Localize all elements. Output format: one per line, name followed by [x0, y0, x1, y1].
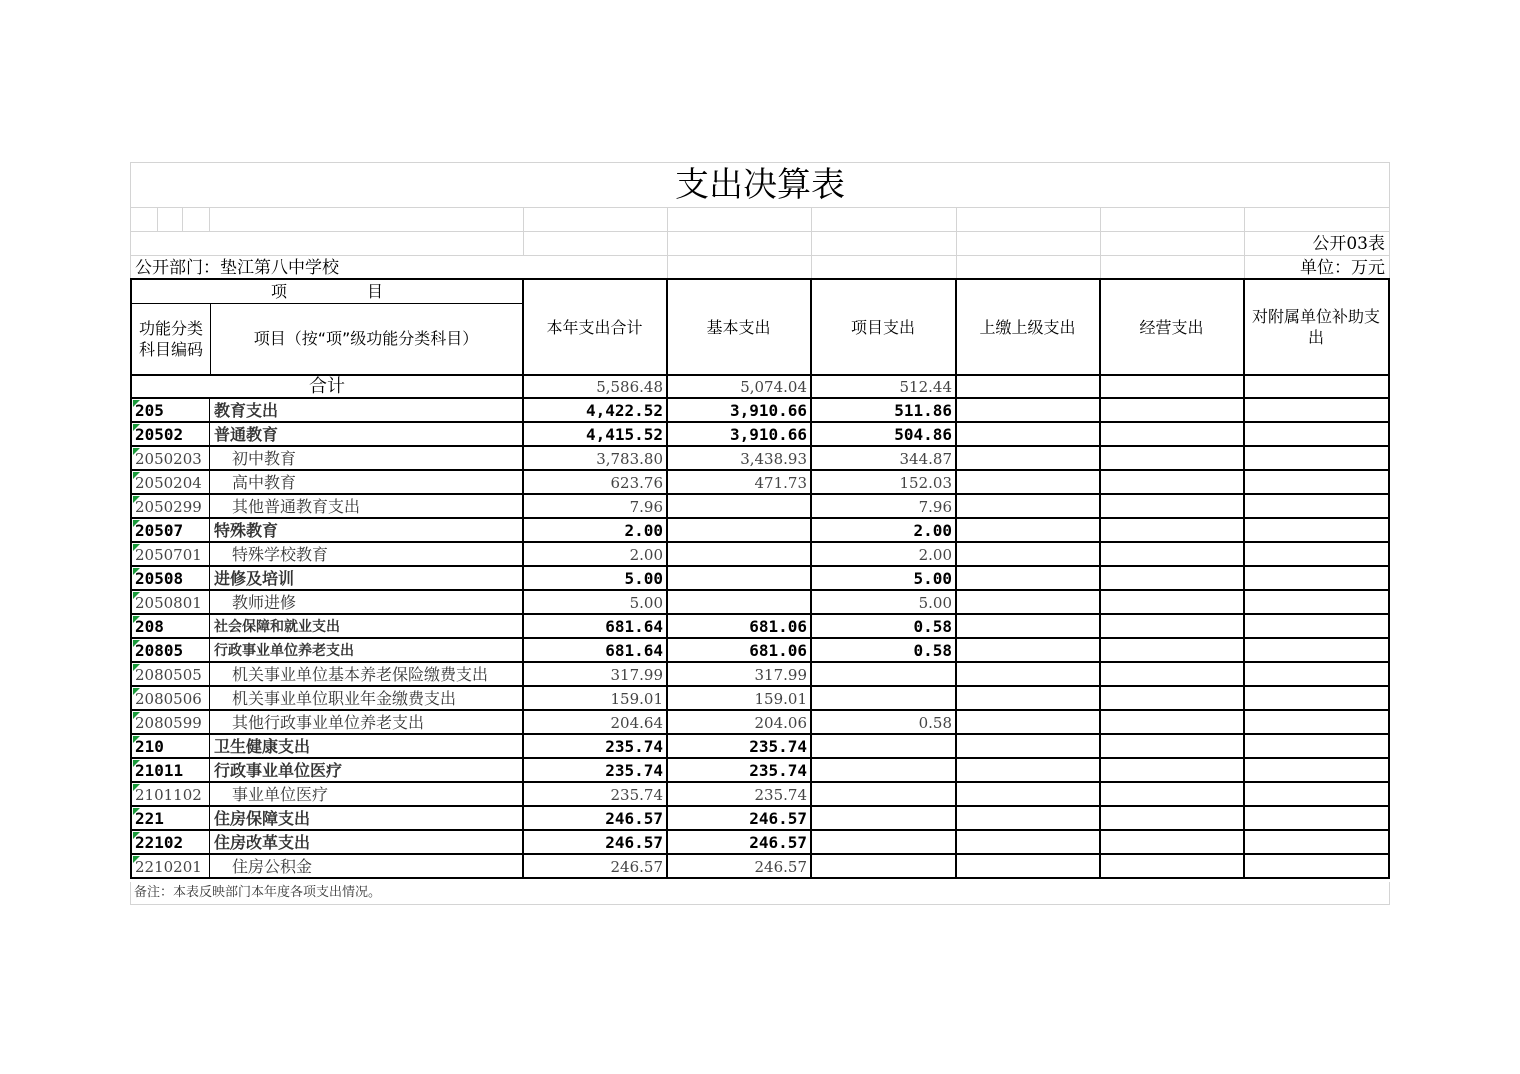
green-marker-icon [133, 424, 140, 431]
amount-cell [1101, 447, 1245, 471]
unit-label: 单位：万元 [1245, 256, 1390, 280]
green-marker-icon [133, 640, 140, 647]
blank-row [130, 208, 1390, 232]
amount-cell: 511.86 [812, 399, 957, 423]
table-row [130, 783, 1390, 807]
amount-cell: 317.99 [668, 663, 812, 687]
amount-cell: 7.96 [812, 495, 957, 519]
green-marker-icon [133, 688, 140, 695]
total-value [1101, 375, 1245, 399]
amount-cell: 681.64 [524, 615, 668, 639]
amount-cell: 246.57 [524, 855, 668, 879]
amount-cell [1101, 543, 1245, 567]
classification-code: 221 [130, 807, 210, 831]
amount-cell [1101, 639, 1245, 663]
amount-cell: 681.06 [668, 639, 812, 663]
amount-cell [812, 807, 957, 831]
table-row [130, 687, 1390, 711]
col-header-total: 本年支出合计 [523, 278, 668, 376]
amount-cell [1245, 759, 1390, 783]
table-row [130, 543, 1390, 567]
amount-cell: 3,910.66 [668, 399, 812, 423]
amount-cell: 317.99 [524, 663, 668, 687]
classification-name: 初中教育 [210, 447, 524, 471]
classification-name: 卫生健康支出 [210, 735, 524, 759]
amount-cell [1101, 423, 1245, 447]
amount-cell [1101, 783, 1245, 807]
classification-name: 教育支出 [210, 399, 524, 423]
table-row [130, 855, 1390, 879]
amount-cell [1101, 591, 1245, 615]
amount-cell: 246.57 [668, 807, 812, 831]
amount-cell [957, 495, 1101, 519]
table-row [130, 759, 1390, 783]
table-row [130, 471, 1390, 495]
amount-cell: 2.00 [812, 519, 957, 543]
table-header [130, 278, 1390, 376]
amount-cell: 5.00 [524, 567, 668, 591]
amount-cell [1245, 519, 1390, 543]
table-row [130, 615, 1390, 639]
classification-name: 教师进修 [210, 591, 524, 615]
amount-cell: 152.03 [812, 471, 957, 495]
amount-cell [957, 615, 1101, 639]
amount-cell [957, 687, 1101, 711]
total-value [1245, 375, 1390, 399]
green-marker-icon [133, 808, 140, 815]
green-marker-icon [133, 736, 140, 743]
amount-cell: 681.64 [524, 639, 668, 663]
amount-cell [1101, 687, 1245, 711]
classification-code: 2080505 [130, 663, 210, 687]
classification-code: 208 [130, 615, 210, 639]
note-row [130, 882, 1390, 905]
amount-cell: 246.57 [524, 831, 668, 855]
classification-code: 2050801 [130, 591, 210, 615]
table-row [130, 495, 1390, 519]
amount-cell [812, 855, 957, 879]
total-value: 5,074.04 [668, 375, 812, 399]
name-column-header: 项目（按“项”级功能分类科目） [210, 303, 524, 376]
amount-cell: 344.87 [812, 447, 957, 471]
amount-cell [957, 543, 1101, 567]
amount-cell [957, 807, 1101, 831]
amount-cell: 204.06 [668, 711, 812, 735]
classification-name: 事业单位医疗 [210, 783, 524, 807]
amount-cell [1245, 807, 1390, 831]
table-row [130, 831, 1390, 855]
amount-cell: 4,422.52 [524, 399, 668, 423]
amount-cell [812, 735, 957, 759]
classification-code: 2101102 [130, 783, 210, 807]
amount-cell [812, 687, 957, 711]
green-marker-icon [133, 664, 140, 671]
amount-cell [957, 735, 1101, 759]
amount-cell: 204.64 [524, 711, 668, 735]
amount-cell: 5.00 [812, 591, 957, 615]
classification-code: 20508 [130, 567, 210, 591]
classification-name: 机关事业单位职业年金缴费支出 [210, 687, 524, 711]
amount-cell [957, 567, 1101, 591]
amount-cell [957, 783, 1101, 807]
green-marker-icon [133, 712, 140, 719]
department-label: 公开部门：垫江第八中学校 [130, 256, 668, 280]
amount-cell: 235.74 [668, 759, 812, 783]
expenditure-table [130, 278, 1390, 882]
amount-cell [1245, 615, 1390, 639]
green-marker-icon [133, 832, 140, 839]
classification-name: 进修及培训 [210, 567, 524, 591]
amount-cell [957, 447, 1101, 471]
amount-cell [957, 711, 1101, 735]
classification-name: 高中教育 [210, 471, 524, 495]
classification-code: 20805 [130, 639, 210, 663]
amount-cell [1101, 399, 1245, 423]
amount-cell [1101, 831, 1245, 855]
amount-cell [812, 759, 957, 783]
amount-cell: 5.00 [812, 567, 957, 591]
green-marker-icon [133, 784, 140, 791]
classification-name: 其他行政事业单位养老支出 [210, 711, 524, 735]
table-row [130, 567, 1390, 591]
amount-cell: 2.00 [524, 543, 668, 567]
total-value [957, 375, 1101, 399]
classification-name: 特殊教育 [210, 519, 524, 543]
amount-cell: 623.76 [524, 471, 668, 495]
classification-code: 2080506 [130, 687, 210, 711]
amount-cell: 2.00 [812, 543, 957, 567]
green-marker-icon [133, 448, 140, 455]
amount-cell: 0.58 [812, 615, 957, 639]
green-marker-icon [133, 616, 140, 623]
amount-cell [1245, 399, 1390, 423]
classification-code: 2050299 [130, 495, 210, 519]
classification-code: 22102 [130, 831, 210, 855]
table-row [130, 519, 1390, 543]
amount-cell: 246.57 [668, 831, 812, 855]
amount-cell: 235.74 [524, 759, 668, 783]
amount-cell [1101, 759, 1245, 783]
green-marker-icon [133, 472, 140, 479]
green-marker-icon [133, 856, 140, 863]
amount-cell: 159.01 [524, 687, 668, 711]
amount-cell [957, 519, 1101, 543]
amount-cell [1245, 471, 1390, 495]
col-header-operating: 经营支出 [1100, 278, 1245, 376]
col-header-basic: 基本支出 [667, 278, 812, 376]
form-no-row [130, 232, 1390, 256]
amount-cell [668, 543, 812, 567]
col-header-subsidy: 对附属单位补助支出 [1244, 278, 1390, 376]
amount-cell: 3,783.80 [524, 447, 668, 471]
amount-cell: 235.74 [668, 735, 812, 759]
amount-cell: 0.58 [812, 711, 957, 735]
classification-name: 住房公积金 [210, 855, 524, 879]
department-row [130, 256, 1390, 280]
amount-cell [812, 783, 957, 807]
table-row [130, 591, 1390, 615]
title-row [130, 162, 1390, 208]
classification-name: 普通教育 [210, 423, 524, 447]
amount-cell [668, 591, 812, 615]
table-row [130, 735, 1390, 759]
amount-cell: 3,438.93 [668, 447, 812, 471]
footnote: 备注：本表反映部门本年度各项支出情况。 [134, 885, 382, 900]
amount-cell [668, 519, 812, 543]
classification-code: 2050701 [130, 543, 210, 567]
classification-code: 20502 [130, 423, 210, 447]
page-title: 支出决算表 [675, 165, 845, 205]
amount-cell: 504.86 [812, 423, 957, 447]
classification-name: 社会保障和就业支出 [210, 615, 524, 639]
amount-cell [957, 663, 1101, 687]
total-value: 512.44 [812, 375, 957, 399]
amount-cell: 5.00 [524, 591, 668, 615]
amount-cell: 235.74 [524, 735, 668, 759]
amount-cell [812, 663, 957, 687]
classification-name: 其他普通教育支出 [210, 495, 524, 519]
table-row [130, 663, 1390, 687]
amount-cell [957, 759, 1101, 783]
total-value: 5,586.48 [524, 375, 668, 399]
amount-cell: 235.74 [668, 783, 812, 807]
amount-cell: 3,910.66 [668, 423, 812, 447]
amount-cell [1245, 735, 1390, 759]
amount-cell: 2.00 [524, 519, 668, 543]
amount-cell [1245, 855, 1390, 879]
amount-cell: 246.57 [668, 855, 812, 879]
amount-cell: 471.73 [668, 471, 812, 495]
code-column-header: 功能分类科目编码 [130, 303, 211, 376]
amount-cell [957, 591, 1101, 615]
classification-name: 行政事业单位医疗 [210, 759, 524, 783]
amount-cell [668, 567, 812, 591]
amount-cell [1245, 663, 1390, 687]
amount-cell [1245, 543, 1390, 567]
amount-cell: 4,415.52 [524, 423, 668, 447]
amount-cell [1101, 567, 1245, 591]
amount-cell [1101, 495, 1245, 519]
green-marker-icon [133, 592, 140, 599]
green-marker-icon [133, 568, 140, 575]
classification-name: 行政事业单位养老支出 [210, 639, 524, 663]
amount-cell [1101, 807, 1245, 831]
amount-cell [1245, 423, 1390, 447]
amount-cell [1101, 663, 1245, 687]
amount-cell [1245, 447, 1390, 471]
classification-name: 住房改革支出 [210, 831, 524, 855]
amount-cell [1101, 519, 1245, 543]
amount-cell [1245, 831, 1390, 855]
amount-cell [957, 639, 1101, 663]
table-row [130, 711, 1390, 735]
amount-cell: 159.01 [668, 687, 812, 711]
amount-cell [1245, 711, 1390, 735]
classification-code: 2050204 [130, 471, 210, 495]
green-marker-icon [133, 520, 140, 527]
amount-cell [957, 471, 1101, 495]
table-row [130, 423, 1390, 447]
classification-code: 2210201 [130, 855, 210, 879]
col-header-remit: 上缴上级支出 [956, 278, 1101, 376]
amount-cell [957, 399, 1101, 423]
green-marker-icon [133, 544, 140, 551]
amount-cell [1101, 735, 1245, 759]
classification-code: 2050203 [130, 447, 210, 471]
table-row [130, 399, 1390, 423]
amount-cell: 235.74 [524, 783, 668, 807]
item-group-header: 项 目 [130, 278, 524, 304]
green-marker-icon [133, 400, 140, 407]
amount-cell [957, 855, 1101, 879]
amount-cell [1101, 711, 1245, 735]
classification-code: 20507 [130, 519, 210, 543]
col-header-project: 项目支出 [811, 278, 957, 376]
amount-cell: 0.58 [812, 639, 957, 663]
amount-cell [957, 831, 1101, 855]
amount-cell [1245, 783, 1390, 807]
amount-cell [1101, 471, 1245, 495]
classification-code: 21011 [130, 759, 210, 783]
classification-name: 住房保障支出 [210, 807, 524, 831]
amount-cell: 681.06 [668, 615, 812, 639]
classification-name: 机关事业单位基本养老保险缴费支出 [210, 663, 524, 687]
amount-cell [957, 423, 1101, 447]
green-marker-icon [133, 496, 140, 503]
amount-cell [1245, 639, 1390, 663]
amount-cell [812, 831, 957, 855]
classification-code: 210 [130, 735, 210, 759]
total-label: 合计 [130, 375, 524, 399]
amount-cell [1101, 855, 1245, 879]
amount-cell: 246.57 [524, 807, 668, 831]
amount-cell [1245, 591, 1390, 615]
amount-cell [1245, 567, 1390, 591]
table-row [130, 807, 1390, 831]
table-row [130, 447, 1390, 471]
classification-code: 205 [130, 399, 210, 423]
green-marker-icon [133, 760, 140, 767]
amount-cell: 7.96 [524, 495, 668, 519]
classification-name: 特殊学校教育 [210, 543, 524, 567]
amount-cell [1101, 615, 1245, 639]
classification-code: 2080599 [130, 711, 210, 735]
form-number: 公开03表 [1245, 232, 1390, 256]
amount-cell [668, 495, 812, 519]
amount-cell [1245, 687, 1390, 711]
total-row [130, 375, 1390, 399]
table-row [130, 639, 1390, 663]
amount-cell [1245, 495, 1390, 519]
